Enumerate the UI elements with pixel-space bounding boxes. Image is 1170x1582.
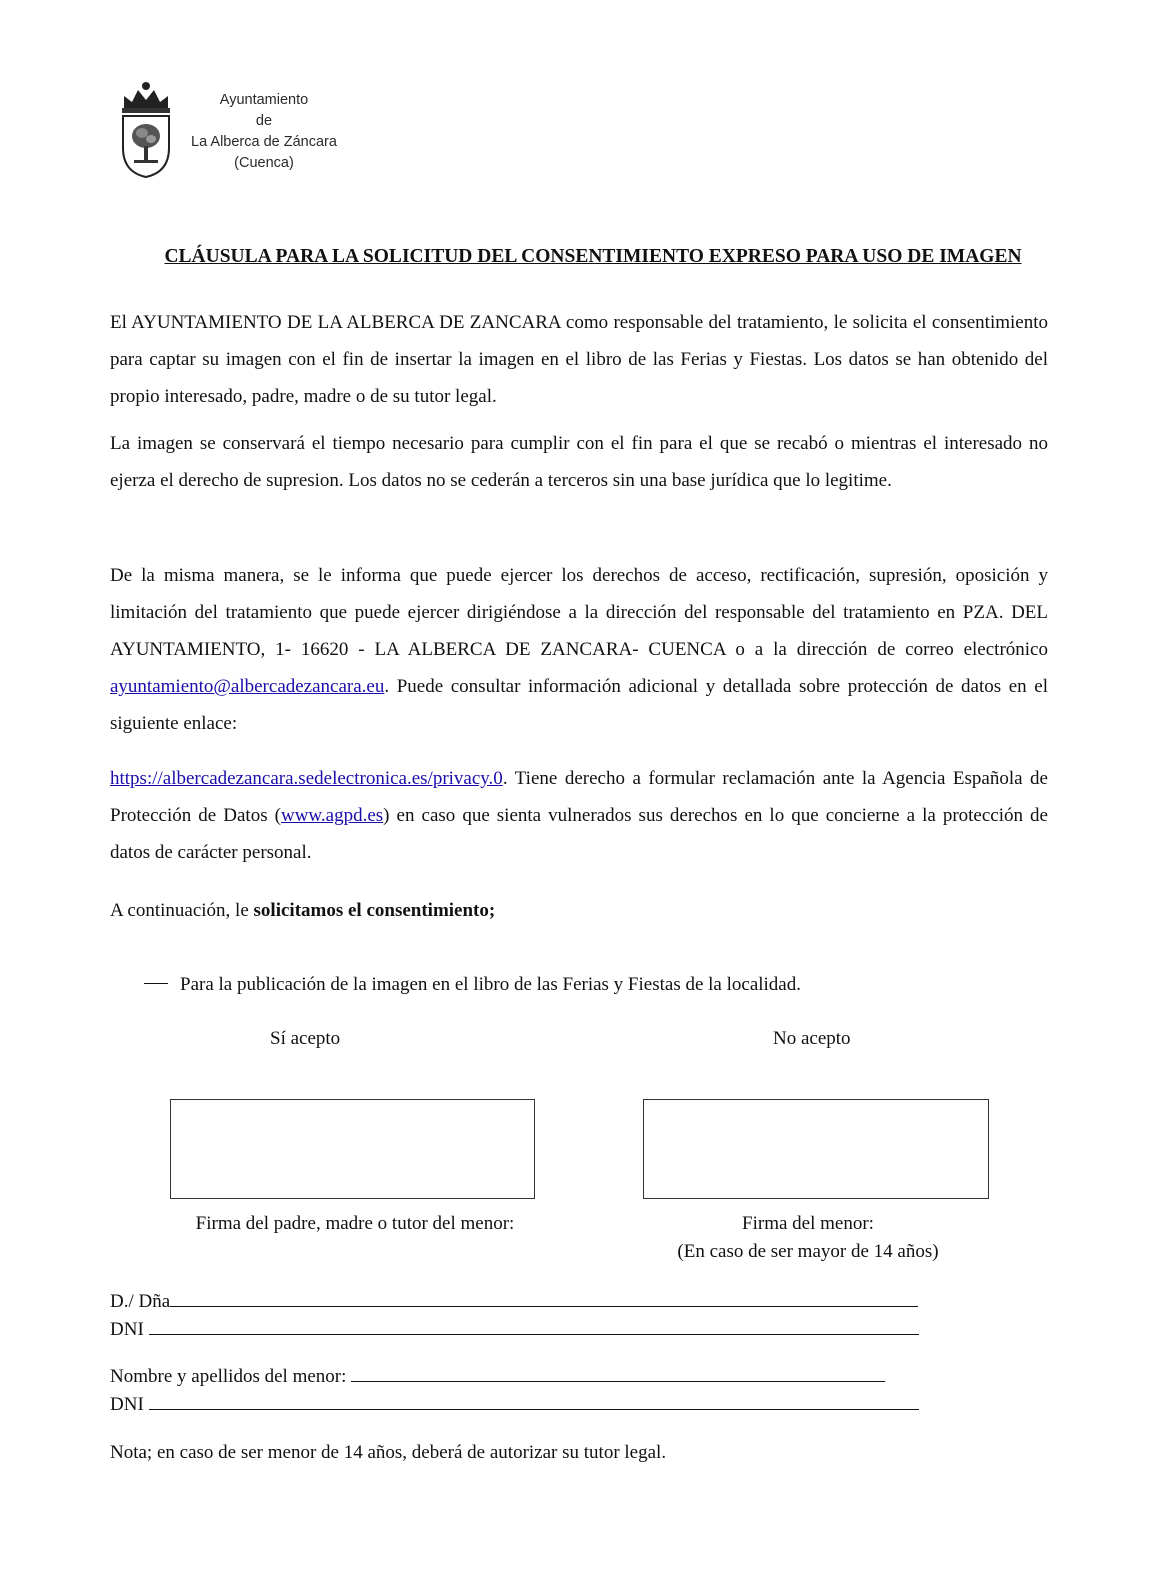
guardian-dni-label: DNI bbox=[110, 1319, 144, 1340]
privacy-policy-link[interactable]: https://albercadezancara.sedelectronica.es/privacy.0 bbox=[110, 768, 503, 789]
document-title: CLÁUSULA PARA LA SOLICITUD DEL CONSENTIMIENTO EXPRESO PARA USO DE IMAGEN bbox=[164, 246, 1022, 267]
minor-name-field bbox=[110, 1363, 885, 1391]
consent-item-text: Para la publicación de la imagen en el libro de las Ferias y Fiestas de la localidad. bbox=[180, 974, 801, 995]
minor-name-label: Nombre y apellidos del menor: bbox=[110, 1366, 347, 1387]
org-line-4: (Cuenca) bbox=[234, 155, 294, 171]
rights-text: De la misma manera, se le informa que puede ejercer los derechos de acceso, rectificación, supresión, oposición y limitación del tratamiento que puede ejercer dirigiéndose a la dirección del responsable del tratamiento en PZA. DEL AYUNTAMIENTO, 1- 16620 - LA ALBERCA DE ZANCARA- CUENCA o a la dirección de correo electrónico bbox=[110, 565, 1048, 660]
minor-dni-label: DNI bbox=[110, 1394, 144, 1415]
minor-signature-note: (En caso de ser mayor de 14 años) bbox=[677, 1241, 939, 1262]
municipality-name bbox=[184, 90, 344, 174]
guardian-name-label: D./ Dña bbox=[110, 1291, 171, 1312]
email-link[interactable]: ayuntamiento@albercadezancara.eu bbox=[110, 676, 385, 697]
municipal-logo bbox=[118, 78, 343, 182]
parent-signature-box[interactable] bbox=[170, 1099, 535, 1199]
guardian-dni-input-line[interactable] bbox=[149, 1316, 919, 1335]
org-line-3: La Alberca de Záncara bbox=[191, 134, 337, 150]
rights-text-end: . Puede consultar información adicional y detallada sobre protección de datos en el siguiente enlace: bbox=[110, 676, 1048, 734]
agpd-link[interactable]: www.agpd.es bbox=[280, 805, 384, 826]
dash-bullet-icon bbox=[144, 983, 168, 984]
consent-item bbox=[144, 968, 801, 1002]
minor-signature-label-block bbox=[623, 1210, 993, 1266]
minor-dni-field bbox=[110, 1391, 919, 1419]
minor-signature-box[interactable] bbox=[643, 1099, 989, 1199]
minor-dni-input-line[interactable] bbox=[149, 1391, 919, 1410]
guardian-dni-field bbox=[110, 1316, 919, 1344]
accept-option-label: Sí acepto bbox=[270, 1028, 341, 1049]
request-text: A continuación, le bbox=[110, 900, 254, 921]
municipal-coat-of-arms-icon bbox=[118, 78, 174, 178]
complaint-text-end: ) en caso que sienta vulnerados sus derechos en lo que concierne a la protección de datos de carácter personal. bbox=[110, 805, 1048, 863]
org-line-1: Ayuntamiento bbox=[219, 92, 309, 108]
org-line-2: de bbox=[255, 113, 273, 129]
paragraph-request bbox=[110, 892, 1048, 929]
minor-name-input-line[interactable] bbox=[351, 1363, 885, 1382]
paragraph-responsible: El AYUNTAMIENTO DE LA ALBERCA DE ZANCARA como responsable del tratamiento, le solicita el consentimiento para captar su imagen con el fin de insertar la imagen en el libro de las Ferias y Fiestas. Los datos se han obtenido del propio interesado, padre, madre o de su tutor legal. bbox=[110, 312, 1048, 407]
footnote: Nota; en caso de ser menor de 14 años, deberá de autorizar su tutor legal. bbox=[110, 1442, 667, 1463]
guardian-name-input-line[interactable] bbox=[170, 1288, 918, 1307]
parent-signature-label: Firma del padre, madre o tutor del menor: bbox=[195, 1213, 515, 1234]
paragraph-rights bbox=[110, 557, 1048, 742]
request-bold: solicitamos el consentimiento; bbox=[253, 900, 496, 921]
reject-option-label: No acepto bbox=[773, 1028, 851, 1049]
paragraph-retention: La imagen se conservará el tiempo necesario para cumplir con el fin para el que se recabó o mientras el interesado no ejerza el derecho de supresion. Los datos no se cederán a terceros sin una base jurídica que lo legitime. bbox=[110, 433, 1048, 491]
paragraph-privacy-link bbox=[110, 760, 1048, 871]
complaint-text: . Tiene derecho a formular reclamación ante la Agencia Española de Protección de Datos ( bbox=[110, 768, 1048, 826]
guardian-name-field bbox=[110, 1288, 918, 1316]
minor-signature-label: Firma del menor: bbox=[742, 1213, 874, 1234]
